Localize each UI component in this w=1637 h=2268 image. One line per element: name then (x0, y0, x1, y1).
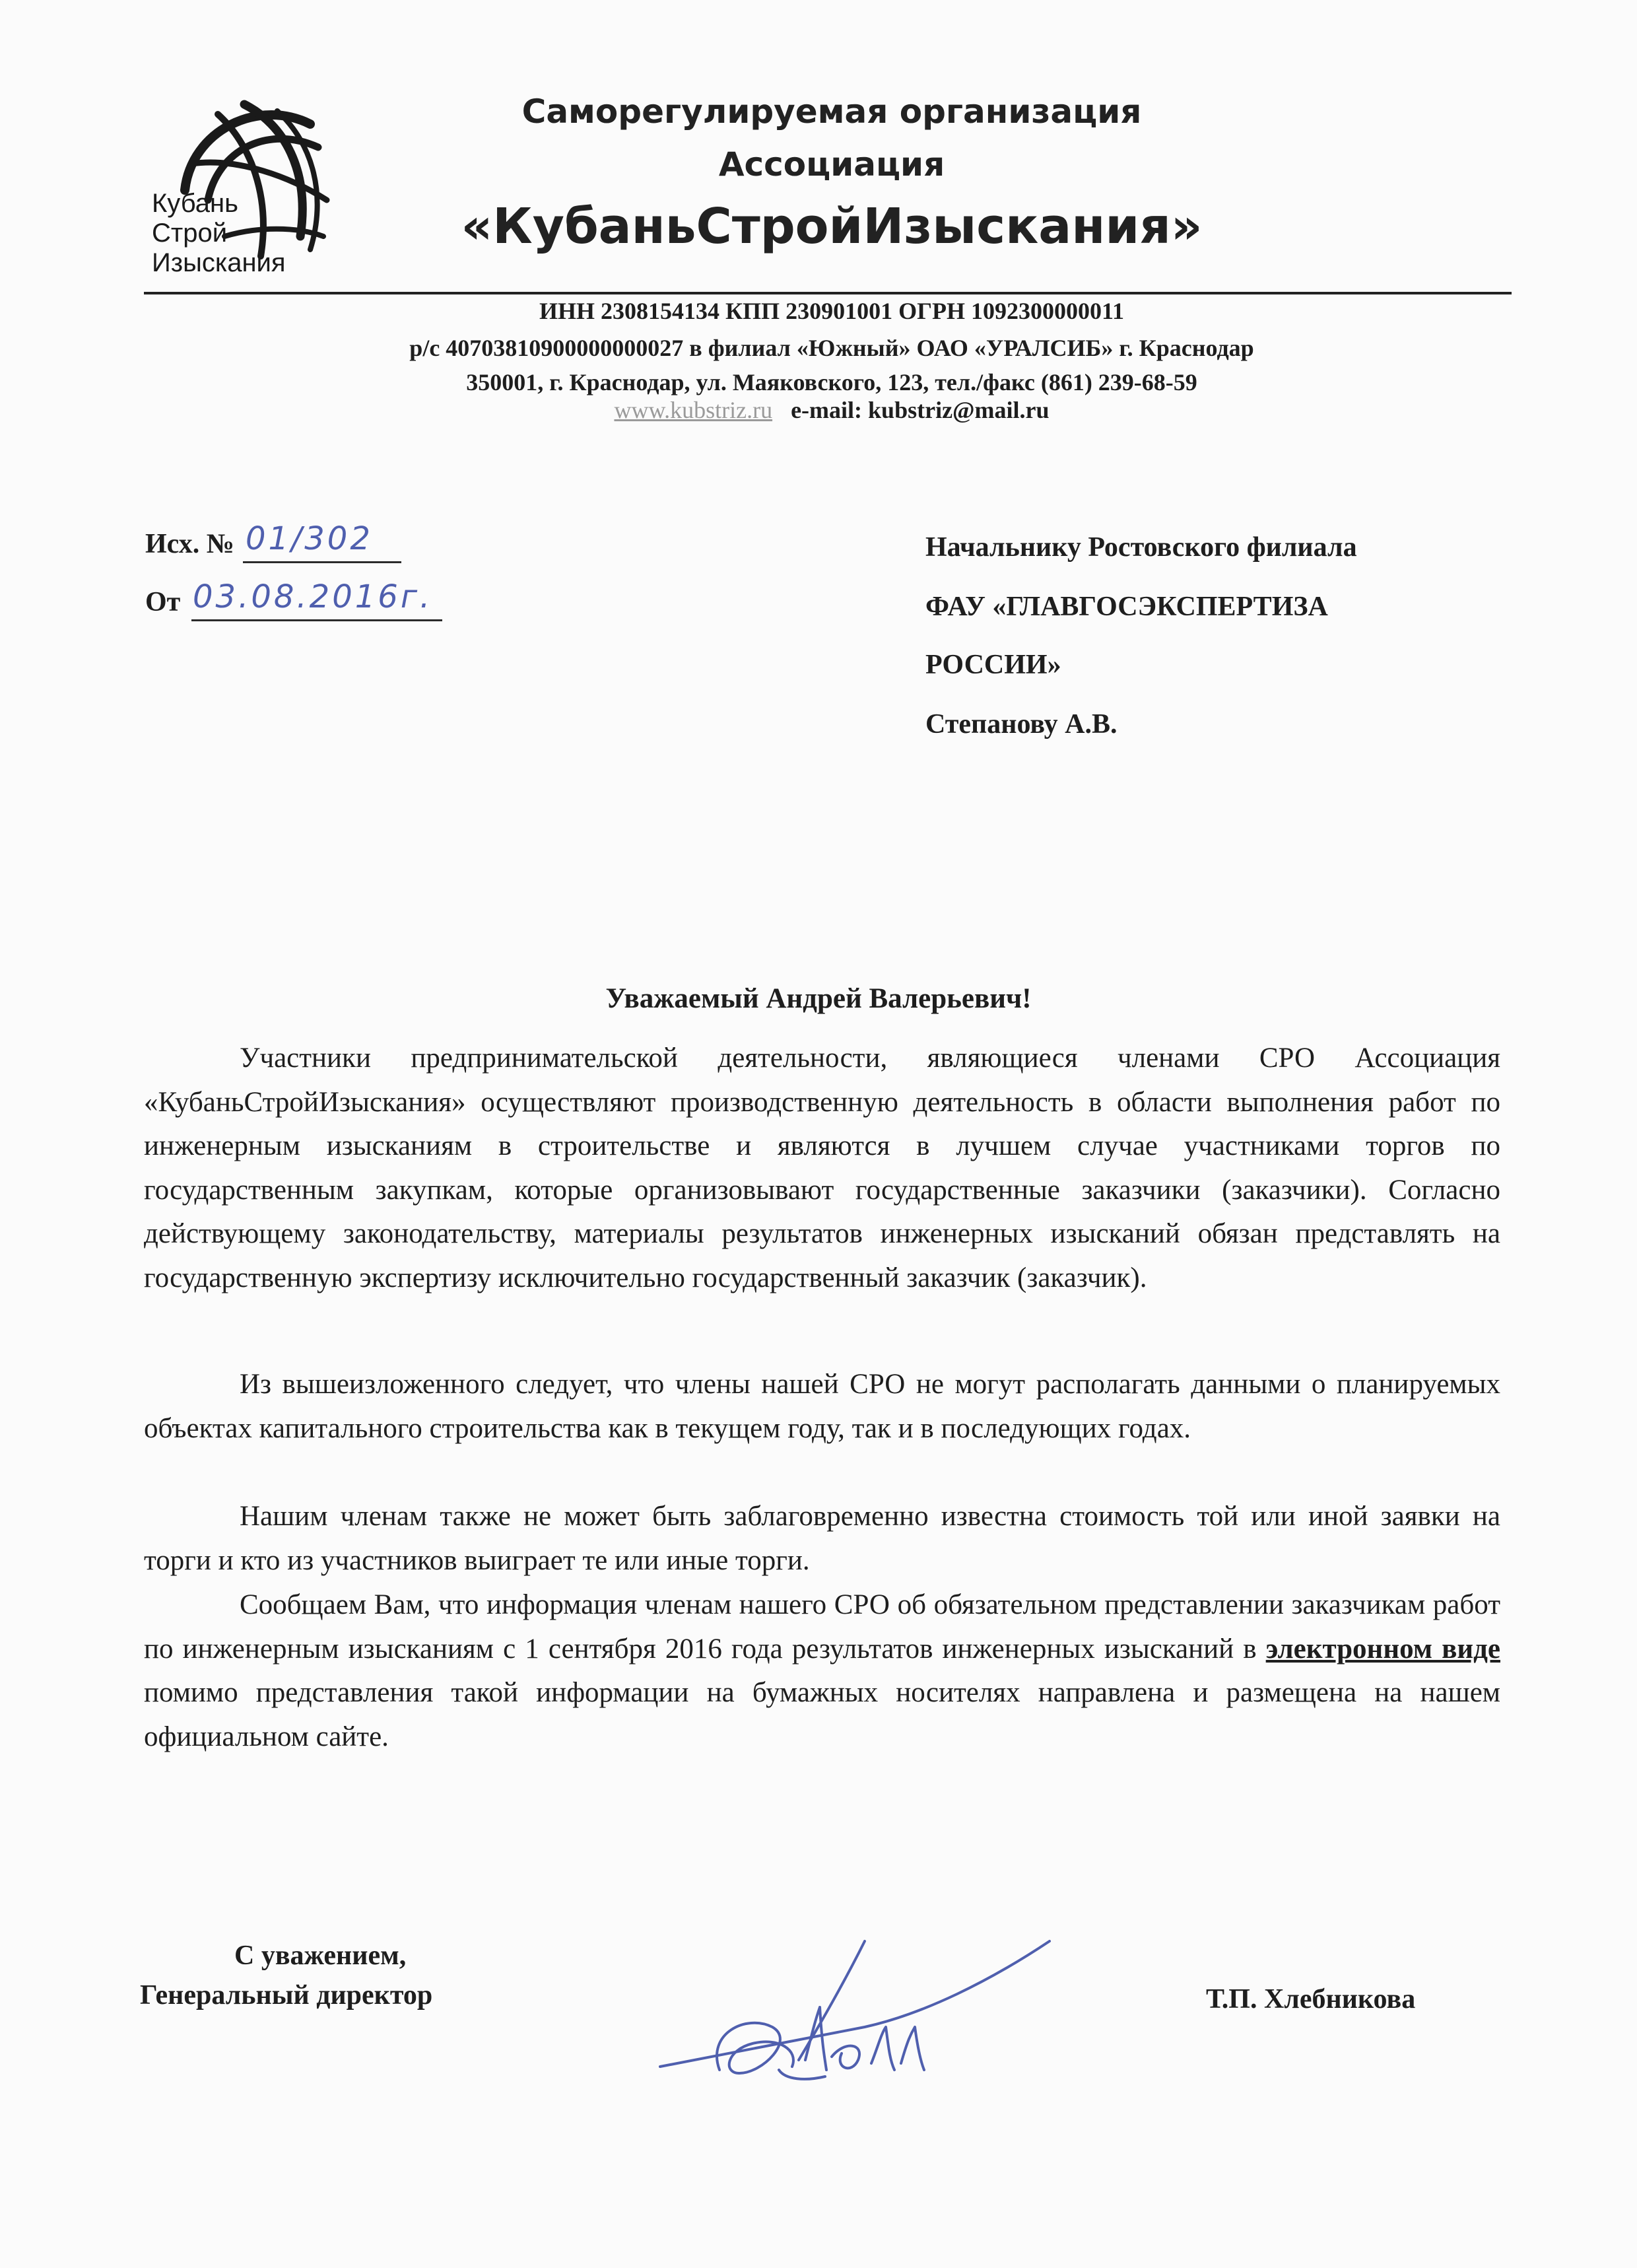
contacts (264, 396, 1399, 424)
logo-word-2: Строй (152, 219, 228, 248)
date-underline (191, 619, 442, 621)
addressee-line-1: Начальнику Ростовского филиала (925, 532, 1357, 563)
outgoing-number-underline (243, 561, 401, 563)
bank-account: р/с 40703810900000000027 в филиал «Южный» ОАО «УРАЛСИБ» г. Краснодар (409, 335, 1254, 361)
outgoing-number-label: Исх. № (145, 529, 234, 559)
website-link[interactable]: www.kubstriz.ru (614, 397, 773, 423)
tax-requisites: ИНН 2308154134 КПП 230901001 ОГРН 1092300000011 (539, 298, 1125, 324)
logo-word-1: Кубань (152, 189, 238, 218)
org-form: Ассоциация (718, 145, 945, 184)
organization-logo (145, 85, 337, 283)
date-label: От (145, 587, 181, 617)
header-divider (144, 292, 1512, 294)
handwritten-signature (647, 1928, 1056, 2100)
emphasis-electronic-form: электронном виде (1265, 1633, 1500, 1665)
outgoing-number-value: 01/302 (246, 520, 373, 557)
org-name: «КубаньСтройИзыскания» (461, 198, 1203, 255)
paragraph-3: Нашим членам также не может быть заблаговременно известна стоимость той или иной заявки на торги и кто из участников выиграет те или иные торги. (144, 1501, 1500, 1576)
postal-address: 350001, г. Краснодар, ул. Маяковского, 123, тел./факс (861) 239-68-59 (466, 369, 1197, 395)
paragraph-4-text-start: Сообщаем Вам, что информация членам нашего СРО об обязательном представлении заказчикам работ по инженерным изысканиям с 1 сентября 2016 года результатов инженерных изысканий в (144, 1589, 1500, 1665)
paragraph-2: Из вышеизложенного следует, что члены нашей СРО не могут располагать данными о планируемых объектах капитального строительства как в текущем году, так и в последующих годах. (144, 1369, 1500, 1444)
date-value: 03.08.2016г. (193, 578, 433, 615)
addressee-line-4: Степанову А.В. (925, 709, 1118, 739)
logo-word-3: Изыскания (152, 248, 286, 277)
signer-name: Т.П. Хлебникова (1206, 1984, 1416, 2014)
addressee-line-3: РОССИИ» (925, 650, 1061, 680)
paragraph-1: Участники предпринимательской деятельности, являющиеся членами СРО Ассоциация «КубаньСтройИзыскания» осуществляют производственную деятельность в области выполнения работ по инженерным изысканиям в строительстве и являются в лучшем случае участниками торгов по государственным закупкам, которые организовывают государственные заказчики (заказчики). Согласно действующему законодательству, материалы результатов инженерных изысканий обязан представлять на государственную экспертизу исключительно государственный заказчик (заказчик). (144, 1043, 1500, 1293)
org-type: Саморегулируемая организация (521, 92, 1142, 131)
signer-position: Генеральный директор (140, 1980, 433, 2010)
paragraph-4 (144, 1583, 1500, 1759)
addressee-line-2: ФАУ «ГЛАВГОСЭКСПЕРТИЗА (925, 592, 1328, 622)
email[interactable]: e-mail: kubstriz@mail.ru (791, 397, 1050, 423)
closing-regards: С уважением, (234, 1941, 407, 1971)
salutation: Уважаемый Андрей Валерьевич! (605, 983, 1032, 1014)
paragraph-4-text-end: помимо представления такой информации на бумажных носителях направлена и размещена на нашем официальном сайте. (144, 1677, 1500, 1752)
